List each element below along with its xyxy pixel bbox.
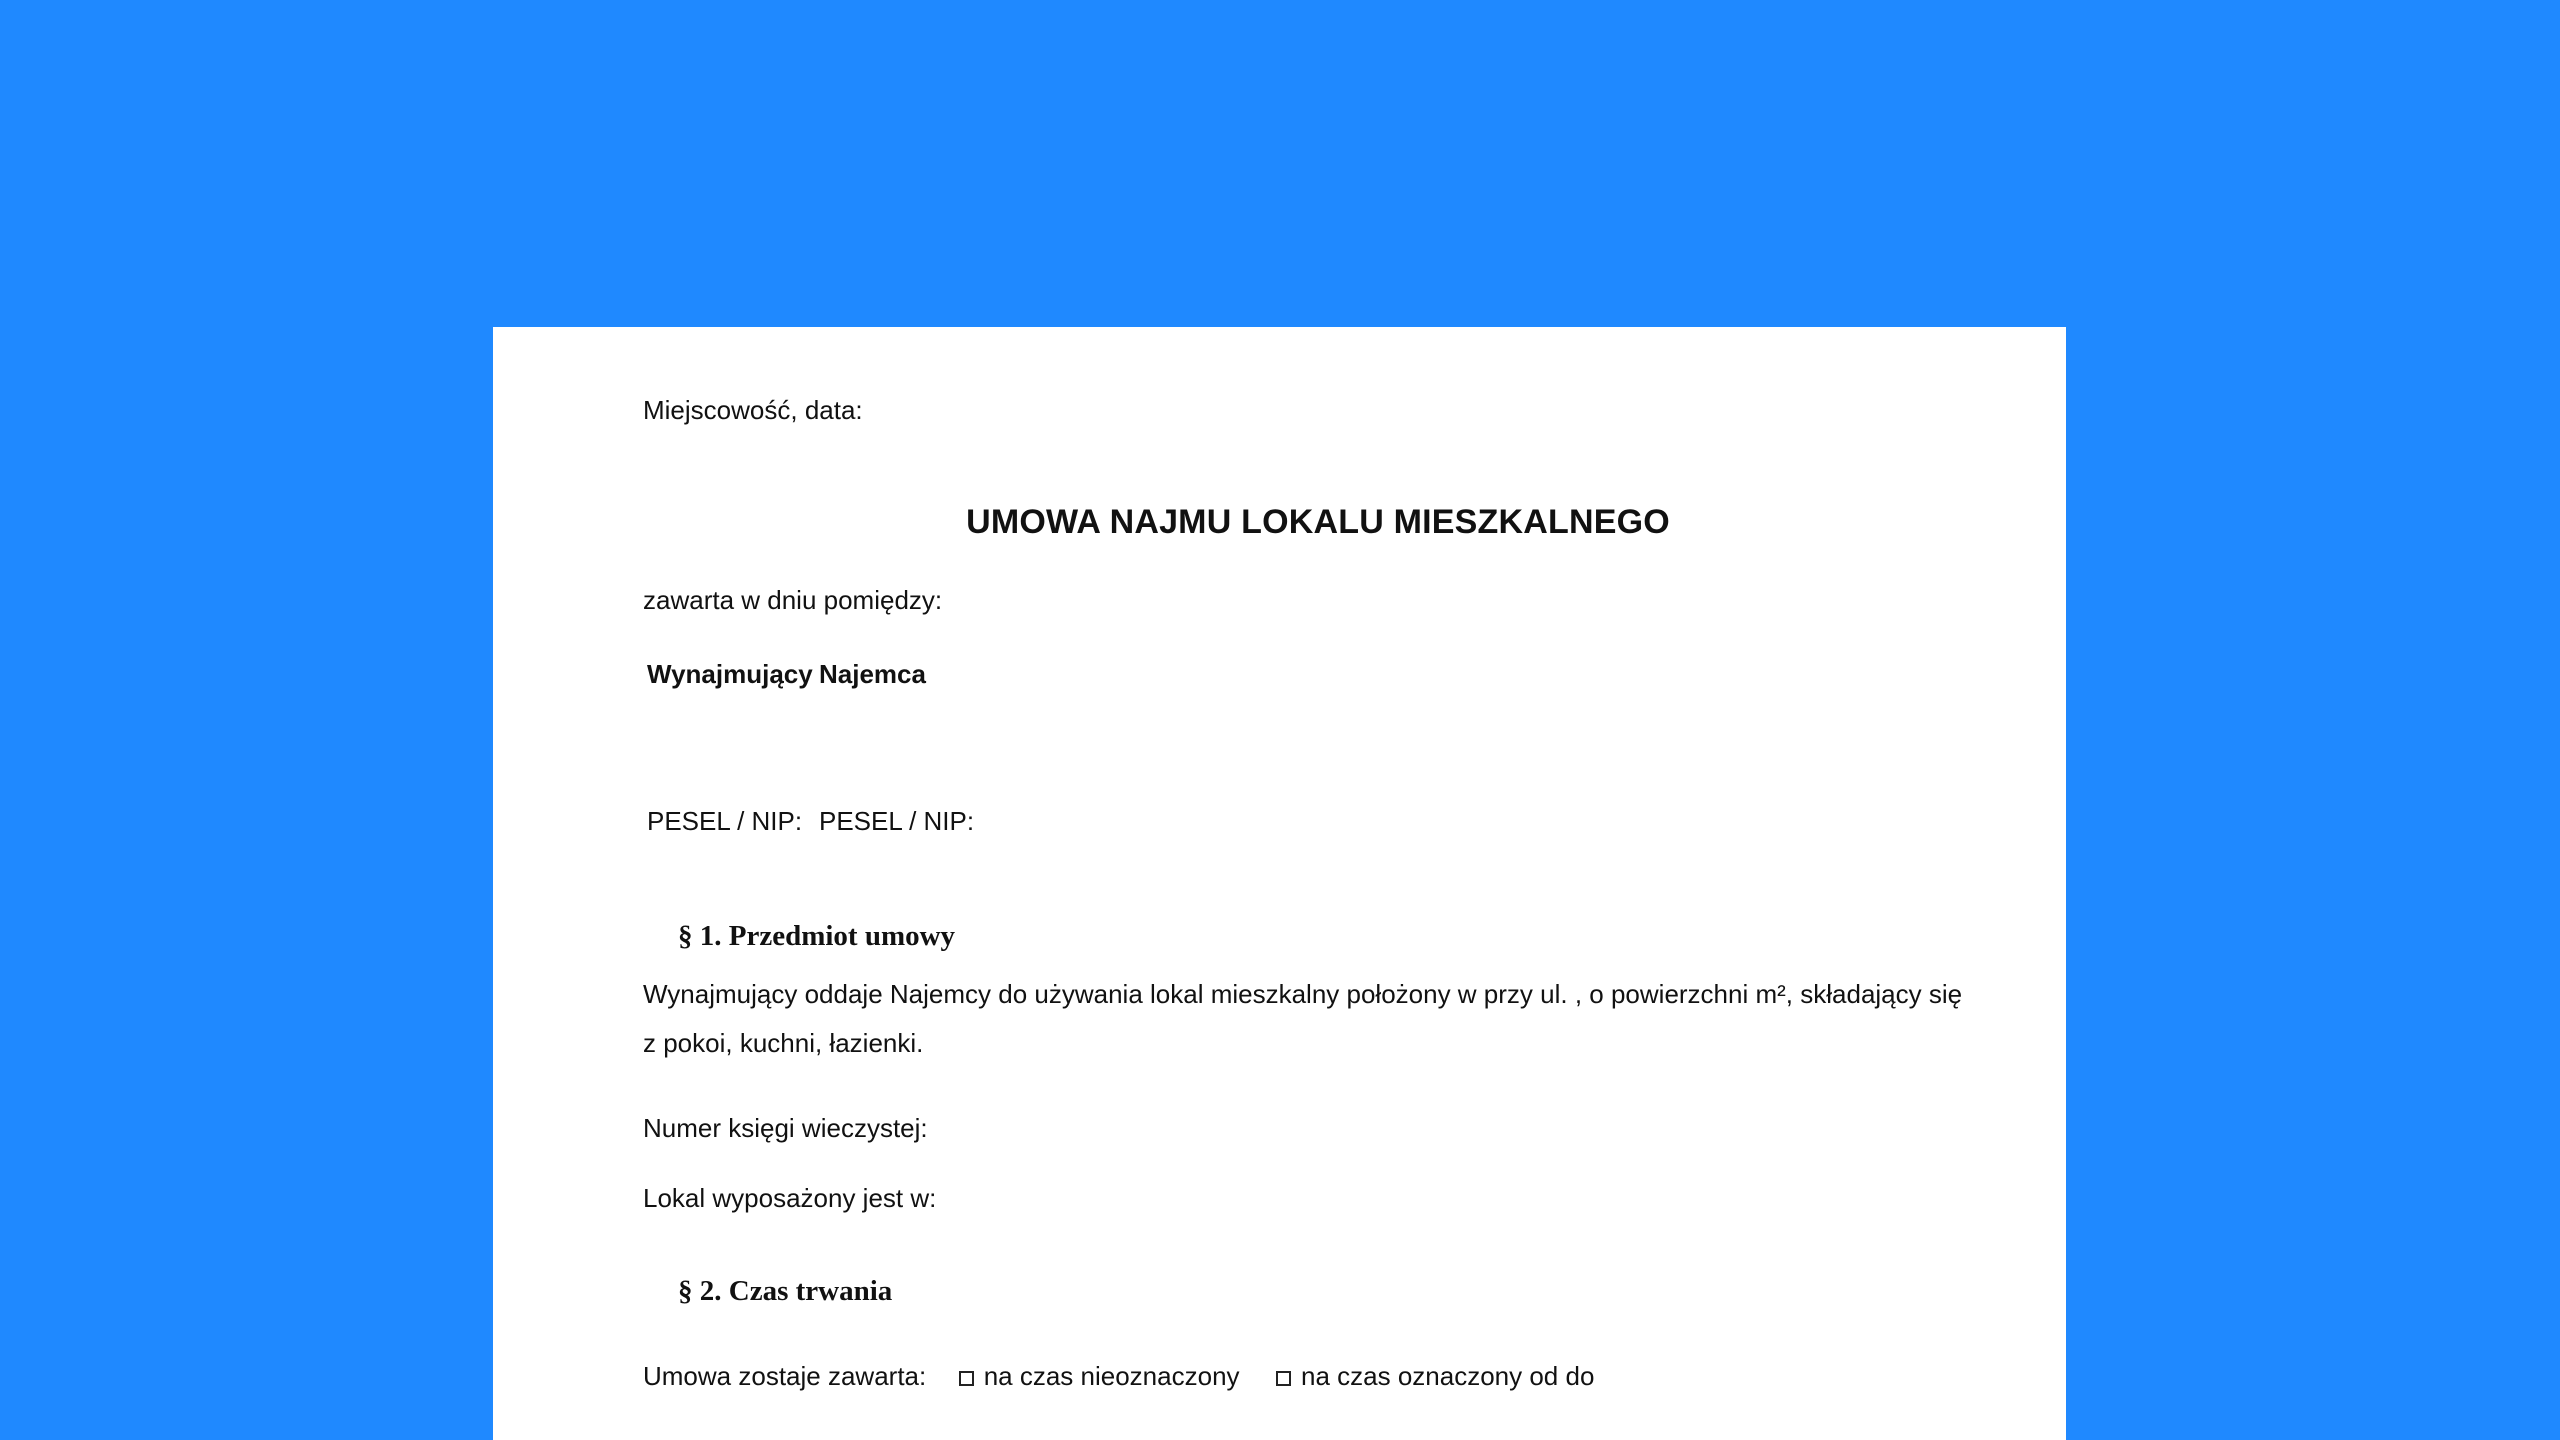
- document-title: UMOWA NAJMU LOKALU MIESZKALNEGO: [966, 503, 1670, 541]
- landlord-id-label: PESEL / NIP:: [647, 806, 803, 836]
- section-1-heading: § 1. Przedmiot umowy: [678, 920, 956, 952]
- landlord-label: Wynajmujący: [647, 659, 813, 689]
- section-1-body: Wynajmujący oddaje Najemcy do używania lokal mieszkalny położony w przy ul. , o powierzchni m², składający się z pokoi, kuchni, łazienki.: [643, 979, 1963, 1058]
- definite-checkbox[interactable]: [1276, 1371, 1291, 1386]
- duration-row: [643, 1361, 1594, 1392]
- definite-option-label: na czas oznaczony od do: [1301, 1361, 1595, 1391]
- land-register-label: Numer księgi wieczystej:: [643, 1113, 928, 1143]
- tenant-id-label: PESEL / NIP:: [819, 806, 975, 836]
- tenant-label: Najemca: [819, 659, 926, 689]
- concluded-between-text: zawarta w dniu pomiędzy:: [643, 585, 943, 615]
- section-2-heading: § 2. Czas trwania: [678, 1275, 893, 1307]
- place-date-label: Miejscowość, data:: [643, 395, 863, 425]
- parties-id-row: [647, 806, 974, 837]
- parties-header-row: [647, 659, 926, 690]
- duration-label: Umowa zostaje zawarta:: [643, 1361, 927, 1391]
- indefinite-checkbox[interactable]: [959, 1371, 974, 1386]
- document-page: [493, 327, 2066, 1440]
- indefinite-option-label: na czas nieoznaczony: [983, 1361, 1240, 1391]
- equipment-label: Lokal wyposażony jest w:: [643, 1183, 937, 1213]
